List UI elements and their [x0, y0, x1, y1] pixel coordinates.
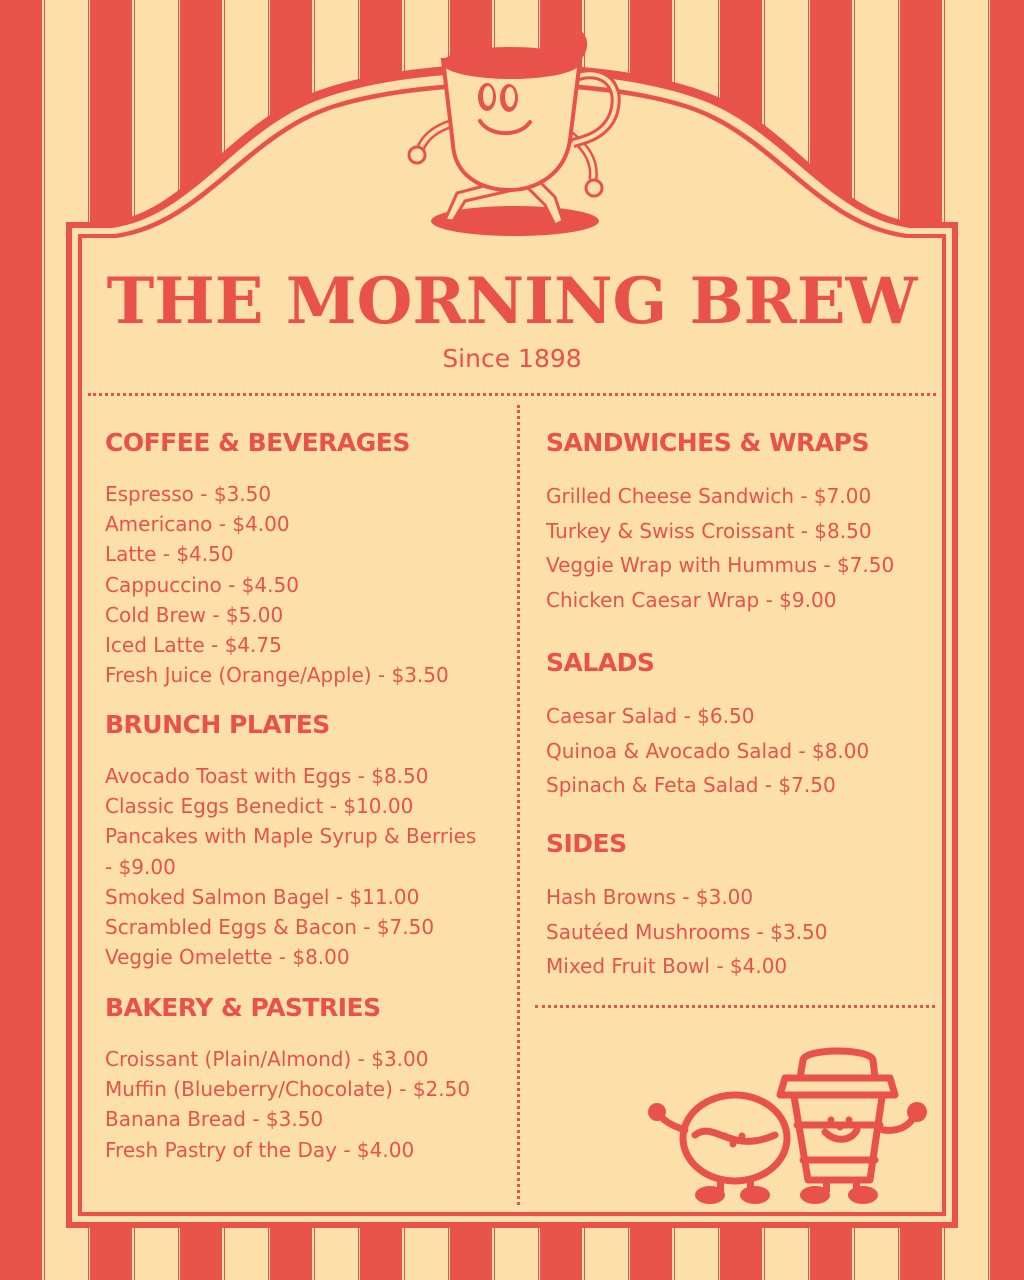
- menu-item: Scrambled Eggs & Bacon - $7.50: [105, 915, 435, 940]
- menu-section-sides: [546, 829, 828, 984]
- menu-item: Croissant (Plain/Almond) - $3.00: [105, 1047, 429, 1071]
- menu-section-sandwiches-wraps: [546, 428, 894, 617]
- menu-item: Fresh Juice (Orange/Apple) - $3.50: [105, 663, 449, 688]
- menu-item: Veggie Wrap with Hummus - $7.50: [546, 553, 895, 577]
- menu-section-salads: [546, 648, 869, 803]
- coffee-bean-and-takeaway-cup-mascots-icon: [645, 1040, 930, 1205]
- menu-item: Spinach & Feta Salad - $7.50: [546, 773, 836, 797]
- menu-section-brunch-plates: [105, 710, 485, 972]
- menu-item: Grilled Cheese Sandwich - $7.00: [546, 484, 872, 508]
- menu-item: Fresh Pastry of the Day - $4.00: [105, 1137, 415, 1162]
- menu-item: Sautéed Mushrooms - $3.50: [546, 919, 828, 944]
- menu-item: Classic Eggs Benedict - $10.00: [105, 794, 414, 819]
- section-heading: BRUNCH PLATES: [105, 710, 330, 739]
- column-divider: [517, 405, 520, 1205]
- section-heading: BAKERY & PASTRIES: [105, 993, 381, 1022]
- menu-item: Cold Brew - $5.00: [105, 602, 284, 627]
- menu-subtitle: Since 1898: [442, 344, 582, 373]
- menu-item: Veggie Omelette - $8.00: [105, 945, 350, 970]
- menu-item: Cappuccino - $4.50: [105, 572, 299, 597]
- menu-item: Smoked Salmon Bagel - $11.00: [105, 884, 420, 909]
- section-heading: COFFEE & BEVERAGES: [105, 428, 410, 457]
- menu-item: Iced Latte - $4.75: [105, 633, 282, 658]
- menu-item: Banana Bread - $3.50: [105, 1107, 324, 1132]
- menu-item: Hash Browns - $3.00: [546, 885, 754, 909]
- section-heading: SALADS: [546, 648, 655, 677]
- menu-item: Espresso - $3.50: [105, 482, 272, 506]
- menu-item: Pancakes with Maple Syrup & Berries - $9.00: [105, 824, 477, 879]
- header-divider: [88, 393, 936, 396]
- section-heading: SANDWICHES & WRAPS: [546, 428, 869, 457]
- menu-item: Latte - $4.50: [105, 542, 234, 567]
- menu-section-coffee-beverages: [105, 428, 449, 690]
- menu-item: Mixed Fruit Bowl - $4.00: [546, 954, 788, 978]
- menu-item: Quinoa & Avocado Salad - $8.00: [546, 738, 870, 763]
- menu-item: Avocado Toast with Eggs - $8.50: [105, 764, 429, 788]
- section-heading: SIDES: [546, 829, 627, 858]
- walking-coffee-cup-mascot-icon: [395, 25, 635, 240]
- menu-item: Turkey & Swiss Croissant - $8.50: [546, 518, 872, 543]
- menu-section-bakery-pastries: [105, 993, 470, 1165]
- menu-title: THE MORNING BREW: [106, 264, 918, 339]
- menu-item: Caesar Salad - $6.50: [546, 704, 755, 728]
- menu-item: Muffin (Blueberry/Chocolate) - $2.50: [105, 1077, 471, 1102]
- right-column-divider: [535, 1005, 935, 1008]
- menu-item: Americano - $4.00: [105, 512, 290, 537]
- menu-item: Chicken Caesar Wrap - $9.00: [546, 587, 837, 612]
